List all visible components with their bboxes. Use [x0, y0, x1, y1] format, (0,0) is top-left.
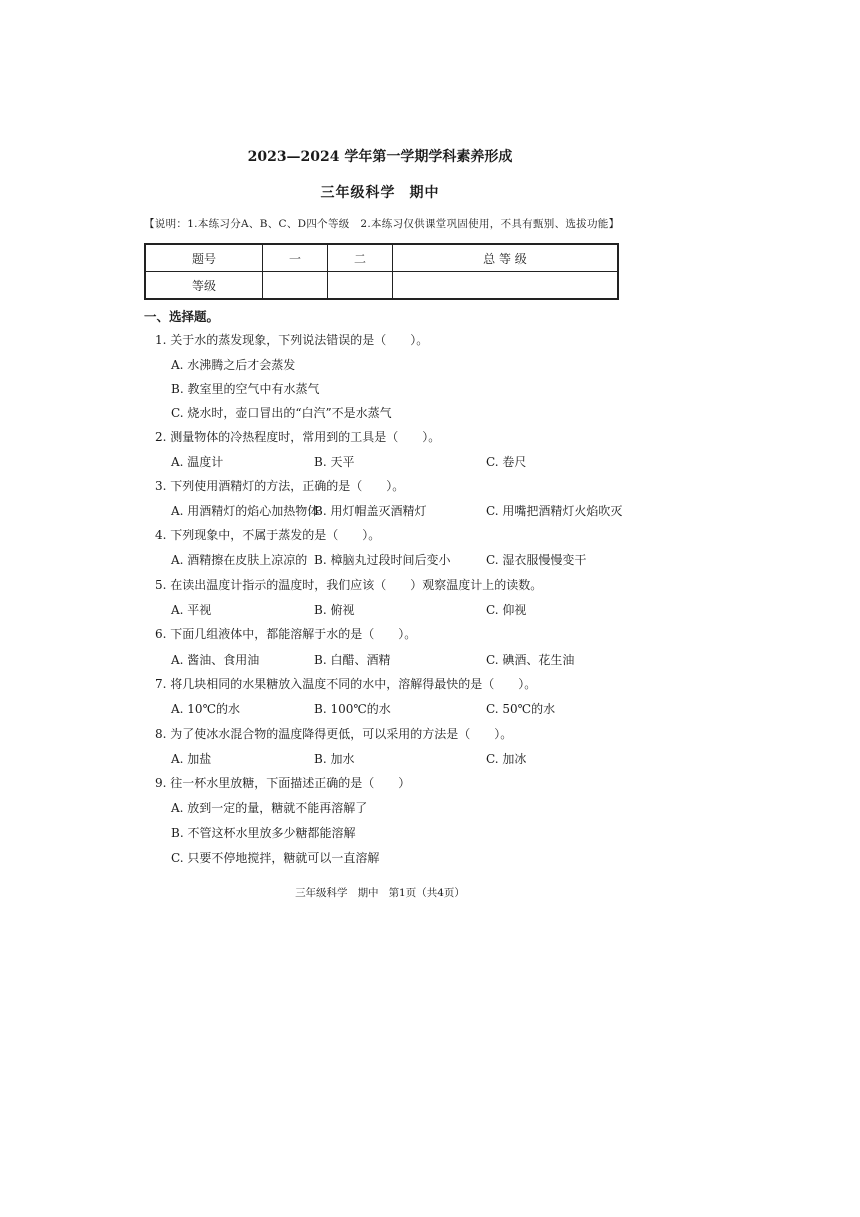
question-1: 1. 关于水的蒸发现象，下列说法错误的是（ ）。: [155, 333, 429, 347]
grade-cell-total: [393, 272, 619, 300]
q8-option-a: A. 加盐: [171, 752, 212, 766]
grade-cell-part-one: [263, 272, 328, 300]
q3-option-a: A. 用酒精灯的焰心加热物体: [171, 504, 320, 518]
score-table-grade-row: [145, 272, 618, 300]
question-8: 8. 为了使冰水混合物的温度降得更低，可以采用的方法是（ ）。: [155, 727, 513, 741]
subtitle-term: 期中: [409, 185, 440, 201]
q6-option-b: B. 白醋、酒精: [314, 653, 391, 667]
q1-option-b: B. 教室里的空气中有水蒸气: [171, 382, 320, 396]
q1-option-c: C. 烧水时，壶口冒出的“白汽”不是水蒸气: [171, 406, 392, 420]
q4-option-c: C. 湿衣服慢慢变干: [486, 553, 587, 567]
grade-cell-part-two: [328, 272, 393, 300]
question-7: 7. 将几块相同的水果糖放入温度不同的水中，溶解得最快的是（ ）。: [155, 677, 537, 691]
q9-option-b: B. 不管这杯水里放多少糖都能溶解: [171, 826, 356, 840]
q5-option-a: A. 平视: [171, 603, 212, 617]
q6-option-a: A. 酱油、食用油: [171, 653, 260, 667]
score-table-header-row: [145, 244, 618, 272]
section-title: 一、选择题。: [144, 309, 220, 324]
subtitle-grade: 三年级科学: [320, 185, 396, 201]
question-9: 9. 往一杯水里放糖，下面描述正确的是（ ）: [155, 776, 411, 790]
score-table: [144, 243, 619, 300]
page-footer: [0, 885, 760, 900]
header-question-number: 题号: [145, 244, 263, 272]
question-6: 6. 下面几组液体中，都能溶解于水的是（ ）。: [155, 627, 417, 641]
question-3: 3. 下列使用酒精灯的方法，正确的是（ ）。: [155, 479, 405, 493]
q5-option-c: C. 仰视: [486, 603, 527, 617]
q5-option-b: B. 俯视: [314, 603, 355, 617]
header-part-one: 一: [263, 244, 328, 272]
grade-row-label: 等级: [145, 272, 263, 300]
footer-term: 期中: [357, 887, 379, 899]
exam-subtitle: [0, 182, 760, 202]
q7-option-a: A. 10℃的水: [171, 702, 240, 716]
q2-option-b: B. 天平: [314, 455, 355, 469]
q1-option-a: A. 水沸腾之后才会蒸发: [171, 358, 296, 372]
q9-option-a: A. 放到一定的量，糖就不能再溶解了: [171, 801, 368, 815]
question-4: 4. 下列现象中，不属于蒸发的是（ ）。: [155, 528, 381, 542]
footer-subject: 三年级科学: [295, 887, 348, 899]
header-part-two: 二: [328, 244, 393, 272]
q3-option-b: B. 用灯帽盖灭酒精灯: [314, 504, 427, 518]
question-2: 2. 测量物体的冷热程度时，常用到的工具是（ ）。: [155, 430, 441, 444]
q8-option-b: B. 加水: [314, 752, 355, 766]
q6-option-c: C. 碘酒、花生油: [486, 653, 575, 667]
q8-option-c: C. 加冰: [486, 752, 527, 766]
header-total-grade: 总 等 级: [393, 244, 619, 272]
instructions-note: 【说明：1.本练习分A、B、C、D四个等级 2.本练习仅供课堂巩固使用，不具有甄别、选拔功能】: [144, 218, 620, 230]
q4-option-b: B. 樟脑丸过段时间后变小: [314, 553, 451, 567]
q9-option-c: C. 只要不停地搅拌，糖就可以一直溶解: [171, 851, 380, 865]
question-5: 5. 在读出温度计指示的温度时，我们应该（ ）观察温度计上的读数。: [155, 578, 543, 592]
q3-option-c: C. 用嘴把酒精灯火焰吹灭: [486, 504, 623, 518]
exam-title: 2023—2024 学年第一学期学科素养形成: [247, 149, 513, 165]
q2-option-c: C. 卷尺: [486, 455, 527, 469]
q2-option-a: A. 温度计: [171, 455, 224, 469]
q7-option-c: C. 50℃的水: [486, 702, 556, 716]
footer-page-number: 第1页（共4页）: [388, 887, 465, 899]
q7-option-b: B. 100℃的水: [314, 702, 391, 716]
q4-option-a: A. 酒精擦在皮肤上凉凉的: [171, 553, 308, 567]
